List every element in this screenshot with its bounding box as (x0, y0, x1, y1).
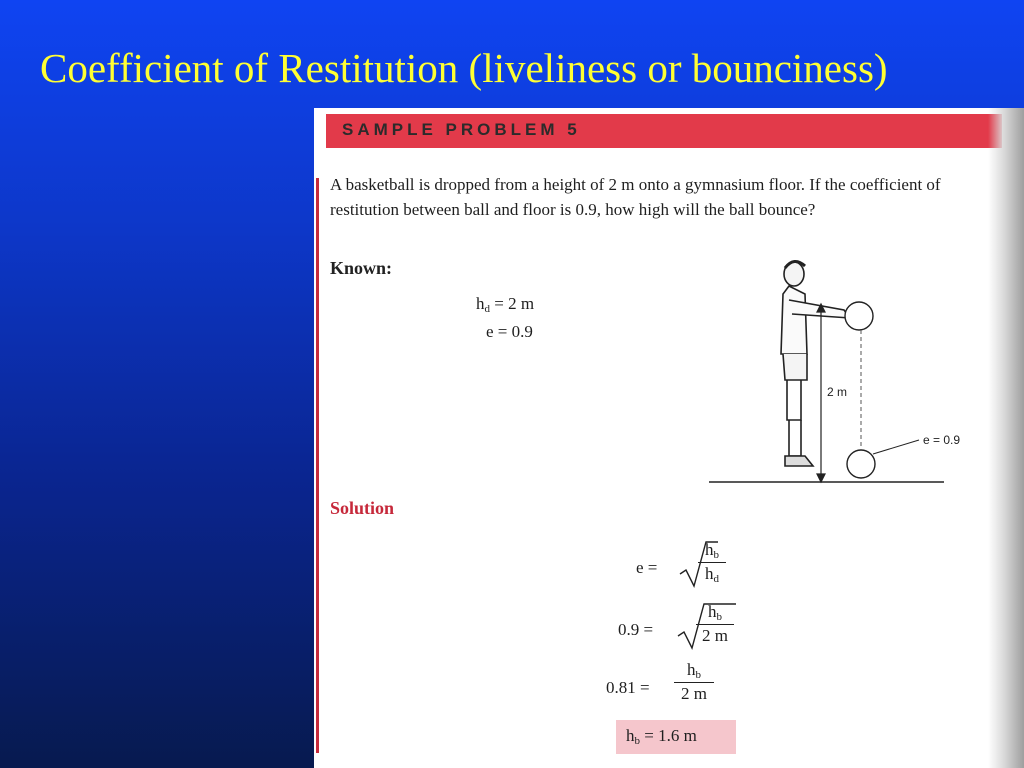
known-label: Known: (330, 258, 393, 278)
restitution-label: e = 0.9 (923, 433, 961, 447)
height-label: 2 m (827, 385, 848, 399)
sample-problem-banner (326, 114, 1002, 148)
slide-title: Coefficient of Restitution (liveliness or bounciness) (40, 45, 888, 91)
known-restitution: e = 0.9 (486, 322, 533, 341)
solution-step3-fraction: $\frac{h_b}{2 m}$ (674, 660, 714, 704)
margin-rule (316, 178, 319, 753)
textbook-scan (314, 108, 1024, 768)
solution-result: $h_b = 1.6$ m (626, 726, 697, 747)
problem-statement: A basketball is dropped from a height of 2 m onto a gymnasium floor. If the coefficient of restitution between ball and floor is 0.9, how high will the ball bounce? (330, 175, 941, 219)
known-drop-height: $h_d = 2$ m (476, 294, 535, 315)
solution-step1-lhs: e = (636, 558, 658, 577)
player-figure (781, 261, 850, 466)
ball-floor (847, 450, 875, 478)
sample-problem-heading: SAMPLE PROBLEM 5 (342, 120, 581, 139)
page-curl-shadow (988, 108, 1024, 768)
solution-step2-fraction: $\frac{h_b}{2 m}$ (696, 602, 734, 646)
solution-step1-fraction: $\frac{h_b}{h_d}$ (698, 540, 726, 585)
ball-top (845, 302, 873, 330)
solution-step3-lhs: 0.81 = (606, 678, 650, 697)
basketball-drop-figure (709, 248, 1009, 488)
solution-step2-lhs: 0.9 = (618, 620, 654, 639)
solution-label: Solution (330, 498, 395, 518)
height-arrow (817, 304, 825, 482)
